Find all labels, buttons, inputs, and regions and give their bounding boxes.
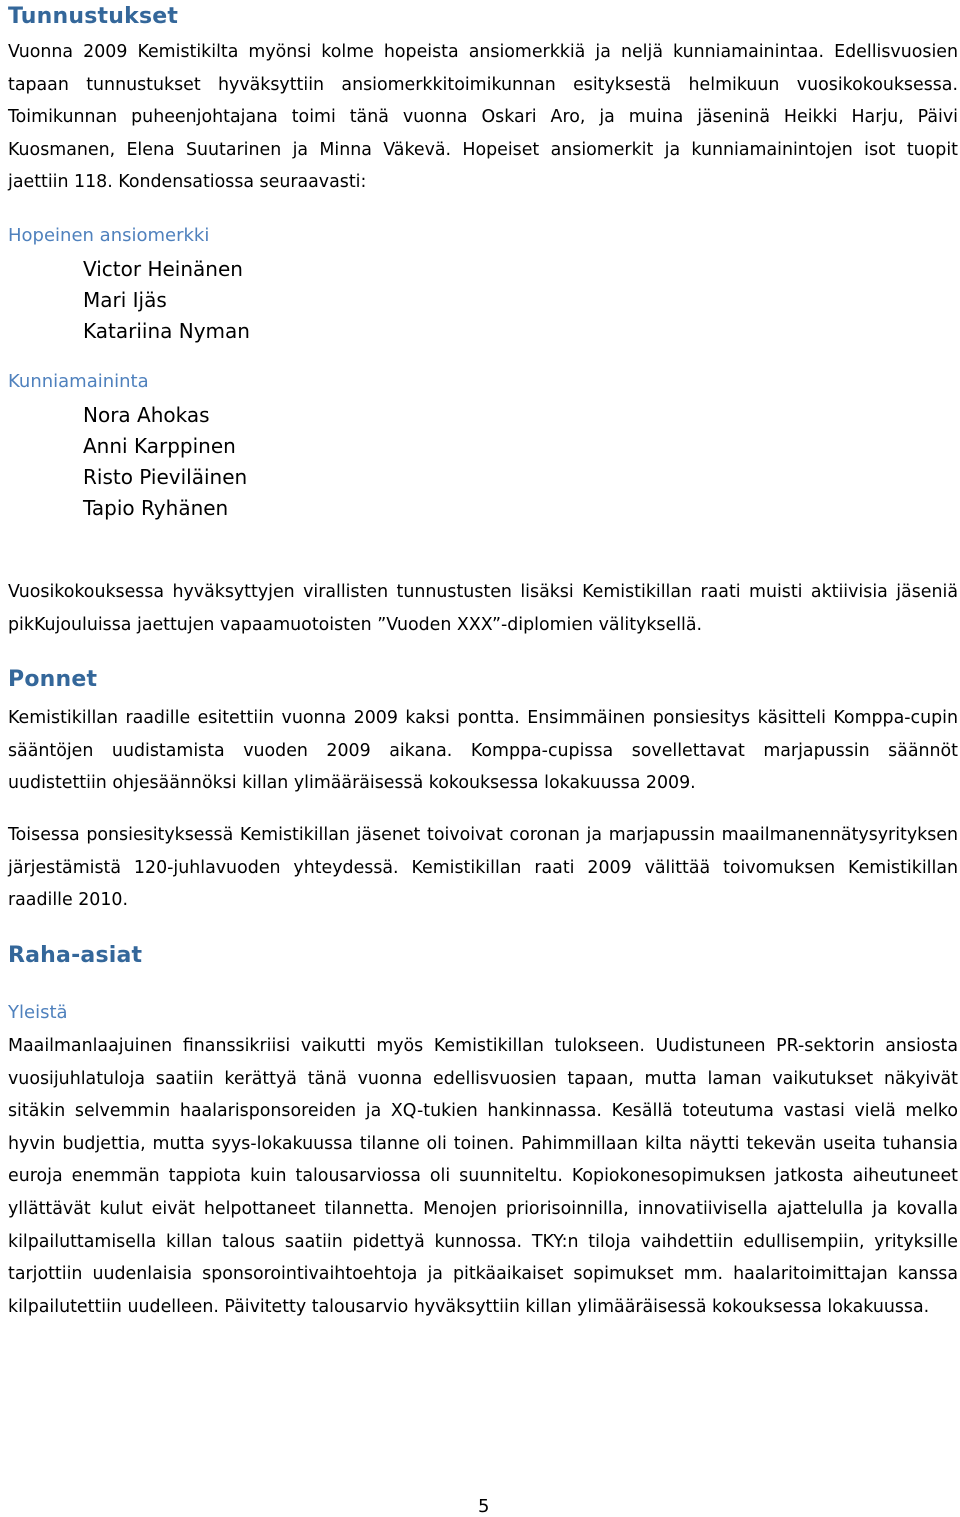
raha-paragraph: Maailmanlaajuinen finanssikriisi vaikutti myös Kemistikillan tulokseen. Uudistuneen PR-sektorin ansiosta vuosijuhlatuloja saatiin kerättyä tänä vuonna edellisvuosien tapaan, mutta laman vaikutukset näkyivät sitäkin selvemmin haalarisponsoreiden ja XQ-tukien hankinnassa. Kesällä toteutuma vastasi vielä melko hyvin budjettia, mutta syys-lokakuussa tilanne oli toinen. Pahimmillaan kilta näytti tekevän useita tuhansia euroja enemmän tappiota kuin talousarviossa oli suunniteltu. Kopiokonesopimuksen jatkosta aiheutuneet yllättävät kulut eivät helpottaneet tilannetta. Menojen priorisoinnilla, innovatiivisella ajattelulla ja kovalla kilpailuttamisella killan talous saatiin pidettyä kunnossa. TKY:n tiloja vaihdettiin edullisempiin, yrityksille tarjottiin uudenlaisia sponsorointivaihtoehtoja ja pitkäaikaiset sopimukset mm. haalaritoimittajan kanssa kilpailutettiin uudelleen. Päivitetty talousarvio hyväksyttiin killan ylimääräisessä kokouksessa lokakuussa. xyxy=(8,1036,958,1317)
section-title-ponnet: Ponnet xyxy=(8,667,98,692)
ponnet-paragraph-1: Kemistikillan raadille esitettiin vuonna 2009 kaksi pontta. Ensimmäinen ponsiesitys käsitteli Komppa-cupin sääntöjen uudistamista vuoden 2009 aikana. Komppa-cupissa sovellettavat marjapussin säännöt uudistettiin ohjesäännöksi killan ylimääräisessä kokouksessa lokakuussa 2009. xyxy=(8,708,958,794)
section-title-raha-asiat: Raha-asiat xyxy=(8,943,143,968)
list-item: Nora Ahokas xyxy=(83,403,210,427)
section-title-tunnustukset: Tunnustukset xyxy=(8,4,179,29)
list-item: Mari Ijäs xyxy=(83,288,167,312)
page-number: 5 xyxy=(478,1496,490,1517)
ponnet-paragraph-2: Toisessa ponsiesityksessä Kemistikillan jäsenet toivoivat coronan ja marjapussin maailmanennätysyrityksen järjestämistä 120-juhlavuoden yhteydessä. Kemistikillan raati 2009 välittää toivomuksen Kemistikillan raadille 2010. xyxy=(8,825,958,911)
list-item: Katariina Nyman xyxy=(83,319,250,343)
list-item: Risto Pieviläinen xyxy=(83,465,248,489)
silver-badge-heading: Hopeinen ansiomerkki xyxy=(8,225,210,246)
list-item: Victor Heinänen xyxy=(83,257,243,281)
tunnustukset-intro: Vuonna 2009 Kemistikilta myönsi kolme hopeista ansiomerkkiä ja neljä kunniamainintaa. Edellisvuosien tapaan tunnustukset hyväksyttiin ansiomerkkitoimikunnan esityksestä helmikuun vuosikokouksessa. Toimikunnan puheenjohtajana toimi tänä vuonna Oskari Aro, ja muina jäseninä Heikki Harju, Päivi Kuosmanen, Elena Suutarinen ja Minna Väkevä. Hopeiset ansiomerkit ja kunniamainintojen isot tuopit jaettiin 118. Kondensatiossa seuraavasti: xyxy=(8,42,958,193)
honorable-mention-heading: Kunniamaininta xyxy=(8,371,149,392)
silver-badge-list xyxy=(83,254,250,347)
list-item: Anni Karppinen xyxy=(83,434,236,458)
list-item: Tapio Ryhänen xyxy=(83,496,229,520)
tunnustukset-outro: Vuosikokouksessa hyväksyttyjen virallisten tunnustusten lisäksi Kemistikillan raati muisti aktiivisia jäseniä pikKujouluissa jaettujen vapaamuotoisten ”Vuoden XXX”-diplomien välityksellä. xyxy=(8,582,958,635)
subsection-title-yleista: Yleistä xyxy=(8,1002,68,1023)
honorable-mention-list xyxy=(83,400,247,524)
